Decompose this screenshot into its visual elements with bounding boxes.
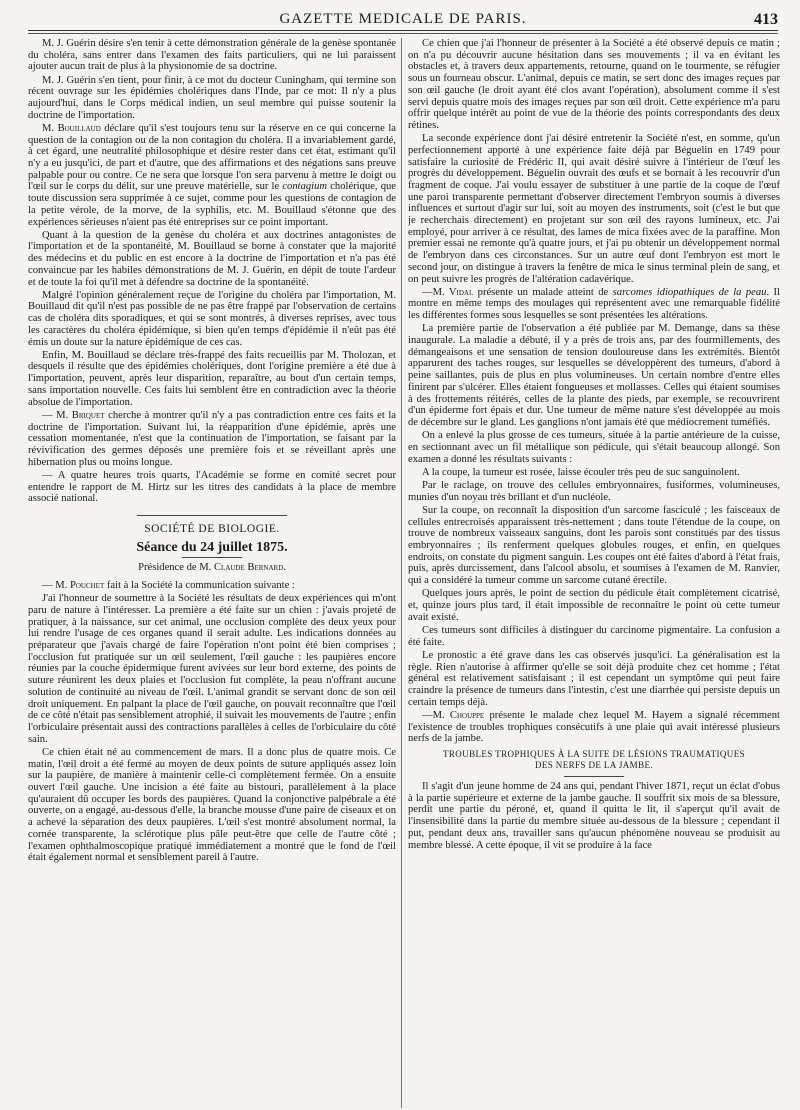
subheading-line: DES NERFS DE LA JAMBE. (534, 759, 654, 770)
paragraph: J'ai l'honneur de soumettre à la Société les résultats de deux expériences qui m'ont paru de nature à l'intéresser. La première a été faite sur un chien : j'avais projeté de pratiquer, à la naissance, sur cet animal, une occlusion complète des deux yeux pour lui rendre l'usage de ces organes quand il serait adulte. Les indications données au préparateur que j'avais chargé de faire l'opération n'ont point été bien comprises ; l'occlusion fut pratiquée sur un œil seulement, l'œil gauche : les paupières encore réunies par la couche épidermique furent avivées sur leur bord externe, des points de suture réunirent les deux plaies et l'occlusion fut complète, la peau n'offrant aucune solution de continuité au niveau de l'œil. L'animal grandit se servant donc de son œil droit uniquement. En palpant la place de l'œil gauche, on pouvait reconnaître que l'œil de ce côté n'était pas sensiblement atrophié, il suivait les mouvements de l'autre ; enfin l'orbiculaire présentait aussi des contractions parallèles à celles de l'orbiculaire du côté sain. (28, 593, 396, 745)
paragraph: Sur la coupe, on reconnaît la disposition d'un sarcome fasciculé ; les faisceaux de cellules entrecroisés apparaissent très-nettement ; dans toute l'étendue de la coupe, on trouve de nombreux vaisseaux sanguins, dont les parois sont constitués par des tissus embryonnaires ; ils renferment quelques globules rouges, et enfin, en quelques endroits, on constate du pigment sanguin. Les coupes ont été faites d'abord à l'état frais, puis, après durcissement, dans l'alcool absolu, et soumises à l'examen de M. Ranvier, qui a considéré la tumeur comme un sarcome cutané érectile. (408, 504, 780, 587)
paragraph-text: présente un malade atteint de (473, 286, 613, 298)
paragraph-pouchet (28, 580, 396, 592)
paragraph: Quelques jours après, le point de section du pédicule était complètement cicatrisé, et, quinze jours plus tard, il était impossible de reconnaître le point où cette tumeur avait existé. (408, 588, 780, 623)
president-name: Claude Bernard. (213, 562, 286, 574)
paragraph: La seconde expérience dont j'ai désiré entretenir la Société n'est, en somme, qu'un perfectionnement apporté à une expérience faite déjà par Béguelin en 1749 pour satisfaire la curiosité de Frédéric II, qui avait désiré suivre à l'intérieur de l'œuf les progrès du développement. Béguelin ouvrait des œufs et se bornait à les recouvrir d'un fragment de coque. J'ai voulu essayer de substituer à une partie de la coque de l'œuf une paroi transparente permettant d'observer directement l'embryon soumis à diverses influences et surtout d'agir sur lui, soit au moyen des instruments, soit (c'est le but que je recherchais directement) en projetant sur son œil des rayons lumineux, etc. J'ai employé, pour arriver à ce résultat, des lames de mica fixées avec de la paraffine. Mon premier essai ne remonte qu'à quatre jours, et j'ai pu obtenir un développement normal de l'embryon dans ces circonstances. Sur un autre œuf dont l'embryon est mort le second jour, on distingue à travers la fenêtre de mica le sinus terminal plein de sang, et on peut suivre les progrès de l'altération cadavérique. (408, 133, 780, 285)
presidence-prefix: Présidence de M. (138, 562, 214, 574)
short-rule (564, 776, 624, 777)
paragraph: On a enlevé la plus grosse de ces tumeurs, située à la partie antérieure de la cuisse, en sectionnant avec un fil métallique son pédicule, qui s'était beaucoup allongé. Son examen a donné les résultats suivants : (408, 430, 780, 465)
paragraph: Malgré l'opinion généralement reçue de l'origine du choléra par l'importation, M. Bouillaud dit qu'il n'est pas possible de ne pas être frappé par l'observation de certains cas de choléra dits sporadiques, et qui se sont montrés, à diverses reprises, avec tous les caractères du choléra épidémique, si bien qu'en temps d'épidémie il n'eût pas été émis un doute sur la nature épidémique de ces cas. (28, 289, 396, 348)
paragraph: M. J. Guérin désire s'en tenir à cette démonstration générale de la genèse spontanée du choléra, sans entrer dans l'examen des faits particuliers, qui ne lui paraissent ajouter aucun trait de plus à la physionomie de sa doctrine. (28, 38, 396, 73)
speaker-name: — M. Briquet (42, 409, 105, 421)
paragraph: Quant à la question de la genèse du choléra et aux doctrines antagonistes de l'importation et de la spontanéité, M. Bouillaud se borne à constater que la majorité des médecins et du public en est encore à la doctrine de l'importation et n'a pas été convaincue par les habiles démonstrations de M. J. Guérin, en dépit de toute l'ardeur et de toute la foi qu'il met à défendre sa doctrine de la spontanéité. (28, 229, 396, 288)
page-header (28, 8, 778, 31)
paragraph: Le pronostic a été grave dans les cas observés jusqu'ici. La généralisation est la règle. Rien n'autorise à affirmer qu'elle se soit déjà produite chez cet homme ; l'état général est relativement satisfaisant ; il est cependant un symptôme qui peut faire craindre la présence de tumeurs dans l'intestin, c'est une diarrhée qui persiste depuis un certain temps déjà. (408, 649, 780, 708)
short-rule (182, 557, 242, 558)
paragraph-vidal (408, 287, 780, 322)
paragraph-comite: — A quatre heures trois quarts, l'Académie se forme en comité secret pour entendre le rapport de M. Hirtz sur les titres des candidats à la place de membre associé national. (28, 469, 396, 505)
speaker-name: M. Bouillaud (42, 122, 101, 134)
italic-term: sarcomes idiopathiques de la peau (612, 286, 767, 298)
speaker-name: —M. Vidal (422, 286, 474, 298)
paragraph: Il s'agit d'un jeune homme de 24 ans qui, pendant l'hiver 1871, reçut un éclat d'obus à la partie supérieure et externe de la jambe gauche. Il souffrit six mois de sa blessure, perdit une partie du péroné, et, quand il quitta le lit, il s'aperçut qu'il avait de l'insensibilité dans la partie du membre située au-dessous de la blessure ; cependant il put, pendant deux ans, travailler sans qu'aucun phénomène nouveau se produisit au membre blessé. A cette époque, il vit se produire à la face (408, 780, 780, 851)
header-rule (28, 33, 778, 34)
article-subheading (408, 749, 780, 771)
paragraph-briquet (28, 410, 396, 469)
speaker-name: —M. Chouppe (422, 709, 485, 721)
paragraph-bouillaud (28, 123, 396, 228)
paragraph: Ce chien était né au commencement de mars. Il a donc plus de quatre mois. Ce matin, l'œil droit a été fermé au moyen de deux points de suture appliqués assez loin sur la paupière, de manière à maintenir celle-ci complètement fermée. On a ensuite ouvert l'œil gauche. Une incision a été faite au bistouri, parallèlement à la place qu'auraient dû occuper les bords des paupières. Quand la conjonctive palpébrale a été ouverte, on a engagé, au-dessous d'elle, la branche mousse d'une paire de ciseaux et on a achevé la séparation des deux paupières. L'œil s'est montré absolument normal, la cornée transparente, la sclérotique plus pâle peut-être que celle de l'autre côté ; l'examen ophthalmoscopique pratiqué immédiatement a montré que le fond de l'œil était également normal et sensiblement pareil à l'autre. (28, 746, 396, 864)
paragraph-text: présente le malade chez lequel M. Hayem a signalé récemment l'existence de troubles trophiques consécutifs à une plaie qui avait intéressé plusieurs nerfs de la jambe. (408, 709, 780, 745)
paragraph: Par le raclage, on trouve des cellules embryonnaires, fusiformes, volumineuses, munies d'un noyau très brillant et d'un nucléole. (408, 480, 780, 503)
paragraph-chouppe (408, 710, 780, 745)
paragraph-text: déclare qu'il s'est toujours tenu sur la réserve en ce qui concerne la question de la contagion ou de la non contagion du choléra. Il a invariablement gardé, à cet égard, une neutralité philosophique et désire rester dans cet état, estimant qu'il n'y a eu jusqu'ici, de part et d'autre, que des affirmations et des négations sans preuve palpable pour ou contre. Ce ne sera que lorsque l'on sera parvenu à mettre le doigt ou l'œil sur le corps du délit, sur une preuve matérielle, sur le (28, 122, 396, 193)
paragraph-text: cholérique, que toute discussion sera supprimée à ce sujet, comme pour les questions de contagion de la petite vérole, de la morve, de la syphilis, etc. M. Bouillaud s'étonne que des expériences sérieuses n'aient pas été entreprises sur ce point important. (28, 181, 396, 228)
paragraph: Enfin, M. Bouillaud se déclare très-frappé des faits recueillis par M. Tholozan, et desquels il résulte que des épidémies cholériques, dont l'origine première a été due à l'importation, peuvent, après leur disparition, reparaître, au bout d'un certain temps, sans importation nouvelle. Ces faits lui semblent être en contradiction avec la théorie absolue de l'importation. (28, 349, 396, 408)
paragraph: La première partie de l'observation a été publiée par M. Demange, dans sa thèse inaugurale. La maladie a débuté, il y a près de trois ans, par des fourmillements, des démangeaisons et une sensation de tension douloureuse dans les extrémités. Bientôt apparurent des taches rouges, sur lesquelles se développèrent des tumeurs, d'abord à peine saillantes, puis de plus en plus volumineuses. Un certain nombre d'entre elles finirent par s'ulcérer. Elles étaient fongueuses et mollasses. Celles qui étaient soumises à des frottements réitérés, celles de la plante des pieds, par exemple, se recouvrirent d'un épiderme fort épais et dur. Une tumeur de même nature s'est développée au mois de décembre sur le gland. Les ganglions n'ont jamais été que médiocrement tuméfiés. (408, 323, 780, 428)
italic-term: contagium (282, 181, 328, 193)
column-divider (401, 38, 402, 1108)
paragraph: A la coupe, la tumeur est rosée, laisse écouler très peu de suc sanguinolent. (422, 466, 740, 478)
paragraph-text: . Il montre en même temps des moulages qui représentent avec une remarquable fidélité les différentes formes sous lesquelles se sont présentées les altérations. (408, 286, 780, 322)
seance-title: Séance du 24 juillet 1875. (136, 539, 288, 555)
right-column (408, 38, 780, 1108)
society-title: SOCIÉTÉ DE BIOLOGIE. (144, 522, 280, 535)
left-column (28, 38, 396, 1108)
speaker-name: — M. Pouchet (42, 580, 105, 592)
paragraph: Ces tumeurs sont difficiles à distinguer du carcinome pigmentaire. La confusion a été faite. (408, 624, 780, 648)
subheading-line: TROUBLES TROPHIQUES À LA SUITE DE LÉSIONS TRAUMATIQUES (442, 748, 746, 759)
paragraph: Ce chien que j'ai l'honneur de présenter à la Société a été observé depuis ce matin ; on n'a pu découvrir aucune hésitation dans ses mouvements ; il va en évitant les obstacles et, à travers deux appartements, retourne, quand on le tourmente, se réfugier sous un fourneau obscur. L'animal, depuis ce matin, se sert donc des images reçues par son œil gauche (le droit ayant été clos avant l'opération), absolument comme il s'est servi depuis quatre mois des images reçues par son œil droit. Cette expérience m'a paru offrir quelque intérêt au point de vue de la théorie des points correspondants des deux rétines. (408, 38, 780, 131)
paragraph: M. J. Guérin s'en tient, pour finir, à ce mot du docteur Cuningham, qui termine son récent ouvrage sur les épidémies cholériques dans l'Inde, par ce mot: Il n'y a plus aujourd'hui, dans le Corps médical indien, un seul membre qui puisse soutenir la doctrine de l'importation. (28, 74, 396, 121)
journal-title: GAZETTE MEDICALE DE PARIS. (279, 11, 527, 27)
section-rule (137, 515, 287, 516)
paragraph-text: cherche à montrer qu'il n'y a pas contradiction entre ces faits et la doctrine de l'importation. Suivant lui, la réapparition d'une épidémie, après une cessation momentanée, n'est que la continuation de l'importation, se faisant par la révivification des germes déposés une première fois et se réveillant après une hibernation plus ou moins longue. (28, 409, 396, 468)
paragraph-text: fait à la Société la communication suivante : (104, 580, 295, 592)
page-number: 413 (754, 11, 778, 28)
presidence-line (28, 562, 396, 574)
